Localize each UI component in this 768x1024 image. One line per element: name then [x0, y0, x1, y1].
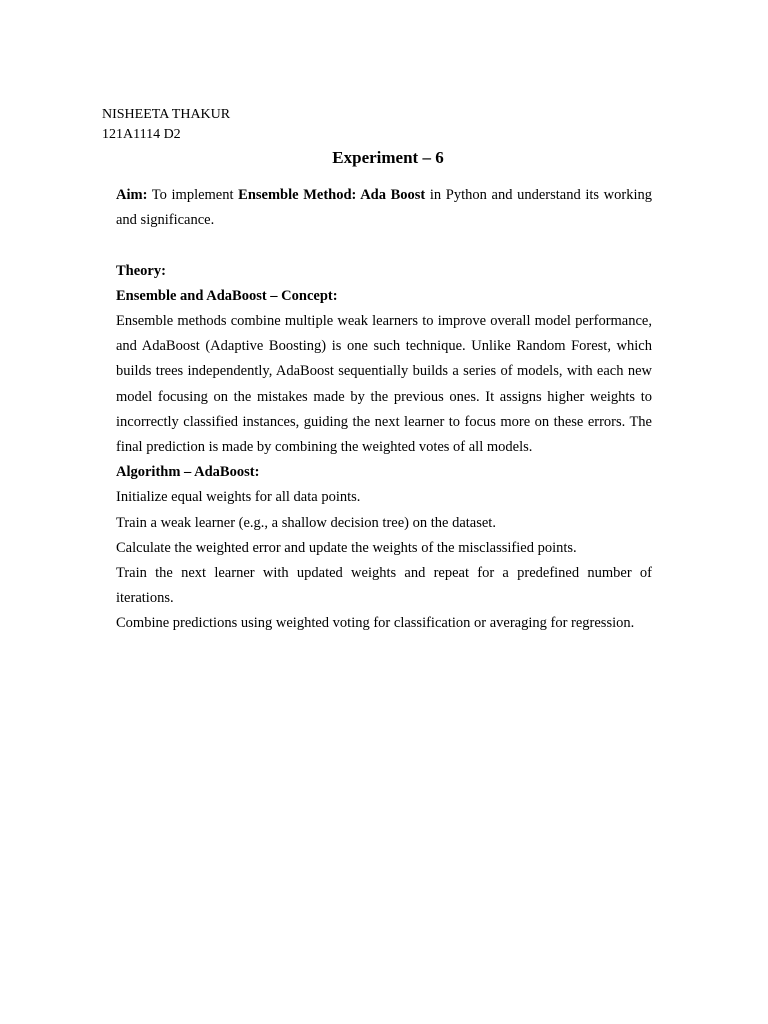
- blank-line: [116, 233, 652, 258]
- theory-heading: Theory:: [116, 262, 166, 279]
- document-body: [116, 183, 652, 637]
- algorithm-heading: Algorithm – AdaBoost:: [116, 464, 260, 481]
- algorithm-step: Train a weak learner (e.g., a shallow decision tree) on the dataset.: [116, 514, 496, 531]
- aim-paragraph: [116, 183, 652, 233]
- experiment-title: Experiment – 6: [332, 148, 444, 167]
- concept-paragraph: Ensemble methods combine multiple weak learners to improve overall model performance, and AdaBoost (Adaptive Boosting) is one such technique. Unlike Random Forest, which builds trees independently, AdaBoost sequentially builds a series of models, with each new model focusing on the mistakes made by the previous ones. It assigns higher weights to incorrectly classified instances, guiding the next learner to focus more on these errors. The final prediction is made by combining the weighted votes of all models.: [116, 313, 652, 456]
- aim-text-after: in Python and understand its working and significance.: [116, 187, 652, 229]
- algorithm-step: Train the next learner with updated weights and repeat for a predefined number of iterations.: [116, 565, 652, 607]
- aim-label: Aim:: [116, 187, 148, 203]
- roll-number: 121A1114 D2: [102, 127, 181, 142]
- aim-text-before: To implement: [147, 187, 239, 203]
- algorithm-step: Initialize equal weights for all data points.: [116, 489, 361, 506]
- aim-highlight: Ensemble Method: Ada Boost: [238, 187, 426, 203]
- author-name: NISHEETA THAKUR: [102, 107, 231, 122]
- concept-heading: Ensemble and AdaBoost – Concept:: [116, 287, 338, 304]
- algorithm-step: Combine predictions using weighted voting for classification or averaging for regression.: [116, 615, 635, 632]
- algorithm-step: Calculate the weighted error and update the weights of the misclassified points.: [116, 539, 577, 556]
